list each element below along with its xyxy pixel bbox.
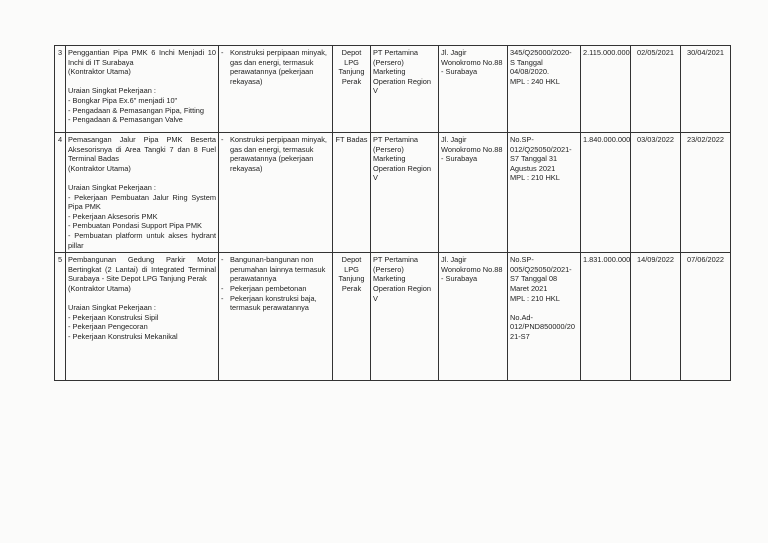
experience-table <box>54 45 731 381</box>
row-number: 3 <box>55 46 66 133</box>
work-scope: - Konstruksi perpipaan minyak, gas dan energi, termasuk perawatannya (pekerjaan rekayasa) <box>219 46 333 133</box>
owner: PT Pertamina (Persero) Marketing Operation Region V <box>371 253 439 381</box>
end-date: 30/04/2021 <box>681 46 731 133</box>
contractor-role: (Kontraktor Utama) <box>68 67 131 77</box>
scope-item: Konstruksi perpipaan minyak, gas dan energi, termasuk perawatannya (pekerjaan rekayasa) <box>230 48 327 86</box>
end-date: 23/02/2022 <box>681 133 731 253</box>
table-row <box>55 133 731 253</box>
work-scope: - Bangunan-bangunan non perumahan lainnya termasuk perawatannya - Pekerjaan pembetonan - Pekerjaan konstruksi baja, termasuk perawatannya <box>219 253 333 381</box>
description-item: - Pekerjaan Aksesoris PMK <box>68 211 158 221</box>
contract-value: 1.840.000.000 <box>581 133 631 253</box>
contract-line: 21-S7 <box>510 331 530 341</box>
owner-address: Jl. Jagir Wonokromo No.88 - Surabaya <box>439 46 508 133</box>
project-title: Pemasangan Jalur Pipa PMK Beserta Aksesorisnya di Area Tangki 7 dan 8 Fuel Terminal Badas <box>68 135 216 164</box>
contract-line: S7 Tanggal 31 <box>510 154 558 164</box>
description-item: - Pekerjaan Pengecoran <box>68 322 148 332</box>
project-description <box>66 46 219 133</box>
scope-item: Pekerjaan konstruksi baja, termasuk perawatannya <box>230 293 317 313</box>
contractor-role: (Kontraktor Utama) <box>68 163 131 173</box>
work-scope: - Konstruksi perpipaan minyak, gas dan energi, termasuk perawatannya (pekerjaan rekayasa) <box>219 133 333 253</box>
contract-line: 005/Q25050/2021- <box>510 264 572 274</box>
contract-value: 2.115.000.000 <box>581 46 631 133</box>
description-item: - Pembuatan platform untuk akses hydrant pillar <box>68 230 216 250</box>
table-row <box>55 253 731 381</box>
contractor-role: (Kontraktor Utama) <box>68 283 131 293</box>
contract-value: 1.831.000.000 <box>581 253 631 381</box>
contract-line: 012/Q25050/2021- <box>510 144 572 154</box>
row-number: 5 <box>55 253 66 381</box>
end-date: 07/06/2022 <box>681 253 731 381</box>
owner-address: Jl. Jagir Wonokromo No.88 - Surabaya <box>439 253 508 381</box>
description-item: - Pekerjaan Konstruksi Sipil <box>68 312 159 322</box>
owner-address: Jl. Jagir Wonokromo No.88 - Surabaya <box>439 133 508 253</box>
contract-line: No.SP- <box>510 135 534 144</box>
contract-line: MPL : 210 HKL <box>510 173 560 183</box>
contract-line: S Tanggal <box>510 57 543 67</box>
contract-info <box>508 253 581 381</box>
scope-item: Bangunan-bangunan non perumahan lainnya termasuk perawatannya <box>230 255 326 284</box>
contract-line: 012/PND850000/20 <box>510 322 575 332</box>
project-description <box>66 133 219 253</box>
description-item: - Bongkar Pipa Ex.6" menjadi 10" <box>68 95 178 105</box>
description-item: - Pekerjaan Konstruksi Mekanikal <box>68 331 178 341</box>
contract-line: MPL : 240 HKL <box>510 76 560 86</box>
description-item: - Pengadaan & Pemasangan Valve <box>68 115 183 125</box>
location: FT Badas <box>333 133 371 253</box>
contract-info <box>508 133 581 253</box>
description-heading: Uraian Singkat Pekerjaan : <box>68 182 156 192</box>
contract-line: 04/08/2020. <box>510 67 550 77</box>
project-description <box>66 253 219 381</box>
contract-line: Maret 2021 <box>510 283 548 293</box>
table-row <box>55 46 731 133</box>
location: Depot LPG Tanjung Perak <box>333 253 371 381</box>
description-item: - Pengadaan & Pemasangan Pipa, Fitting <box>68 105 204 115</box>
row-number: 4 <box>55 133 66 253</box>
description-heading: Uraian Singkat Pekerjaan : <box>68 86 156 96</box>
start-date: 14/09/2022 <box>631 253 681 381</box>
contract-line: 345/Q25000/2020- <box>510 48 572 57</box>
description-item: - Pembuatan Pondasi Support Pipa PMK <box>68 221 202 231</box>
owner: PT Pertamina (Persero) Marketing Operation Region V <box>371 46 439 133</box>
project-title: Pembangunan Gedung Parkir Motor Bertingkat (2 Lantai) di Integrated Terminal Surabaya - Site Depot LPG Tanjung Perak <box>68 255 216 284</box>
contract-line: No.SP- <box>510 255 534 265</box>
contract-info <box>508 46 581 133</box>
location: Depot LPG Tanjung Perak <box>333 46 371 133</box>
project-title: Penggantian Pipa PMK 6 Inchi Menjadi 10 Inchi di IT Surabaya <box>68 48 216 67</box>
contract-line: No.Ad- <box>510 312 534 322</box>
scope-item: Pekerjaan pembetonan <box>230 283 307 293</box>
owner: PT Pertamina (Persero) Marketing Operation Region V <box>371 133 439 253</box>
scope-item: Konstruksi perpipaan minyak, gas dan energi, termasuk perawatannya (pekerjaan rekayasa) <box>230 135 327 173</box>
description-item: - Pekerjaan Pembuatan Jalur Ring System Pipa PMK <box>68 192 216 212</box>
contract-line: Agustus 2021 <box>510 163 556 173</box>
description-heading: Uraian Singkat Pekerjaan : <box>68 303 156 313</box>
contract-line: S7 Tanggal 08 <box>510 274 558 284</box>
start-date: 03/03/2022 <box>631 133 681 253</box>
contract-line: MPL : 210 HKL <box>510 293 560 303</box>
start-date: 02/05/2021 <box>631 46 681 133</box>
